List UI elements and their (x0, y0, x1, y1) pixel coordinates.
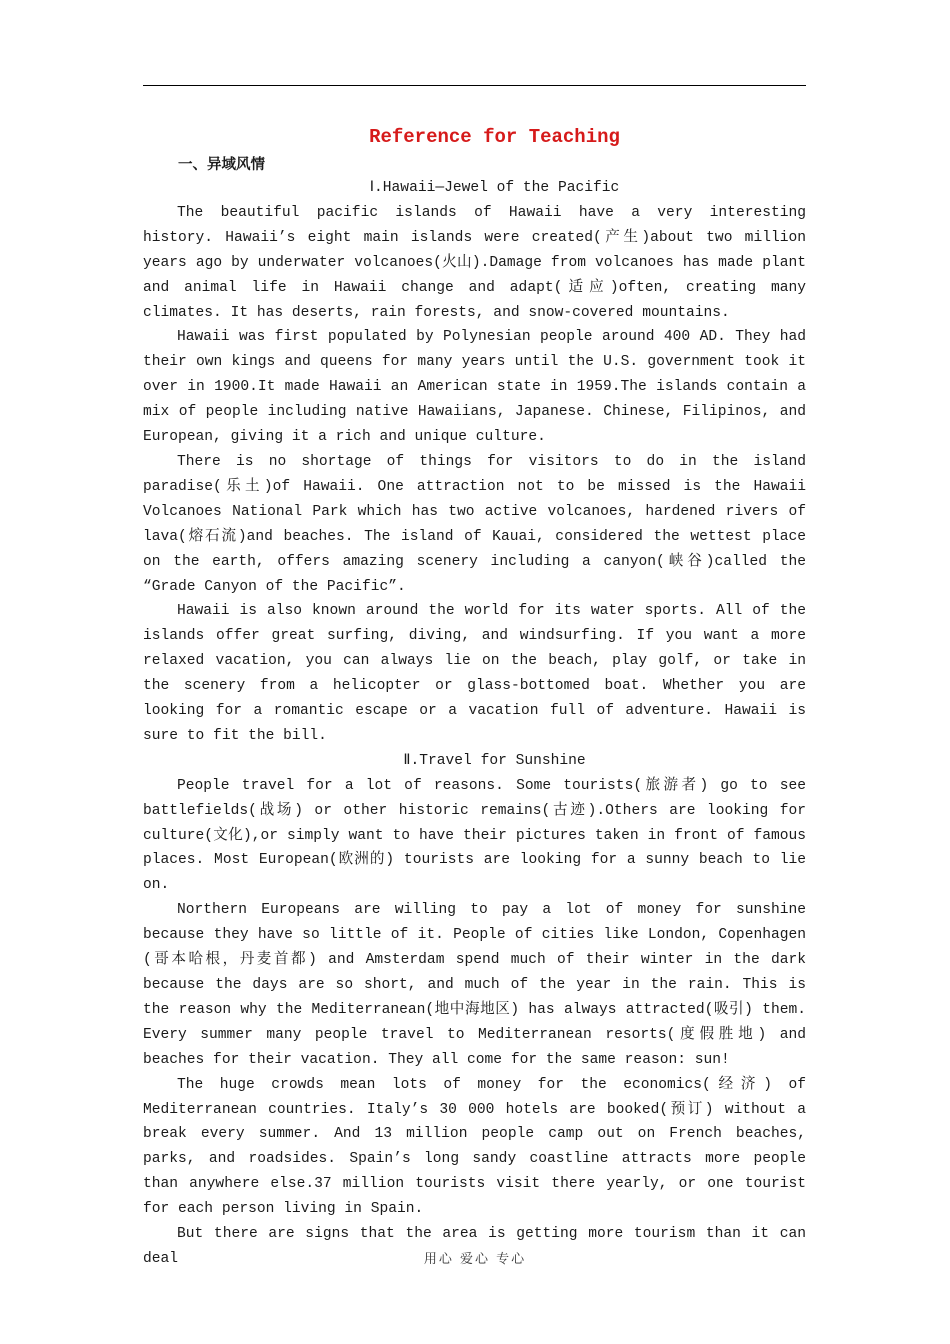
paragraph: Hawaii is also known around the world for its water sports. All of the islands offer great surfing, diving, and windsurfing. If you want a more relaxed vacation, you can always lie on the beach, play golf, or take in the scenery from a helicopter or glass-bottomed boat. Whether you are looking for a romantic escape or a vacation full of adventure. Hawaii is sure to fit the bill. (143, 603, 806, 744)
document-title: Reference for Teaching (369, 126, 620, 148)
section-heading: 一、异域风情 (178, 157, 265, 173)
part2-heading: Ⅱ.Travel for Sunshine (403, 752, 586, 769)
paragraph: The huge crowds mean lots of money for the economics(经济) of Mediterranean countries. Italy’s 30 000 hotels are booked(预订) without a break every summer. And 13 million people camp out on French beaches, parks, and roadsides. Spain’s long sandy coastline attracts more people than anywhere else.37 million tourists visit there yearly, or one tourist for each person living in Spain. (143, 1076, 806, 1218)
part1-heading: Ⅰ.Hawaii—Jewel of the Pacific (369, 180, 620, 196)
document-body (143, 120, 806, 1272)
page-footer: 用心 爱心 专心 (423, 1252, 527, 1267)
paragraph: But there are signs that the area is getting more tourism than it can deal (143, 1226, 806, 1267)
paragraph: People travel for a lot of reasons. Some tourists(旅游者) go to see battlefields(战场) or other historic remains(古迹).Others are looking for culture(文化),or simply want to have their pictures taken in front of famous places. Most European(欧洲的) tourists are looking for a sunny beach to lie on. (143, 777, 806, 894)
paragraph: Northern Europeans are willing to pay a lot of money for sunshine because they have so little of it. People of cities like London, Copenhagen (哥本哈根，丹麦首都) and Amsterdam spend much of their winter in the dark because the days are so short, and much of the year in the rain. This is the reason why the Mediterranean(地中海地区) has always attracted(吸引) them. Every summer many people travel to Mediterranean resorts(度假胜地) and beaches for their vacation. They all come for the same reason: sun! (143, 902, 806, 1068)
paragraph: Hawaii was first populated by Polynesian people around 400 AD. They had their own kings and queens for many years until the U.S. government took it over in 1900.It made Hawaii an American state in 1959.The islands contain a mix of people including native Hawaiians, Japanese. Chinese, Filipinos, and European, giving it a rich and unique culture. (143, 329, 806, 446)
header-rule (143, 85, 806, 86)
paragraph: The beautiful pacific islands of Hawaii have a very interesting history. Hawaii’s eight main islands were created(产生)about two million years ago by underwater volcanoes(火山).Damage from volcanoes has made plant and animal life in Hawaii change and adapt(适应)often, creating many climates. It has deserts, rain forests, and snow-covered mountains. (143, 204, 806, 321)
paragraph: There is no shortage of things for visitors to do in the island paradise(乐土)of Hawaii. One attraction not to be missed is the Hawaii Volcanoes National Park which has two active volcanoes, hardened rivers of lava(熔石流)and beaches. The island of Kauai, considered the wettest place on the earth, offers amazing scenery including a canyon(峡谷)called the “Grade Canyon of the Pacific”. (143, 453, 806, 595)
